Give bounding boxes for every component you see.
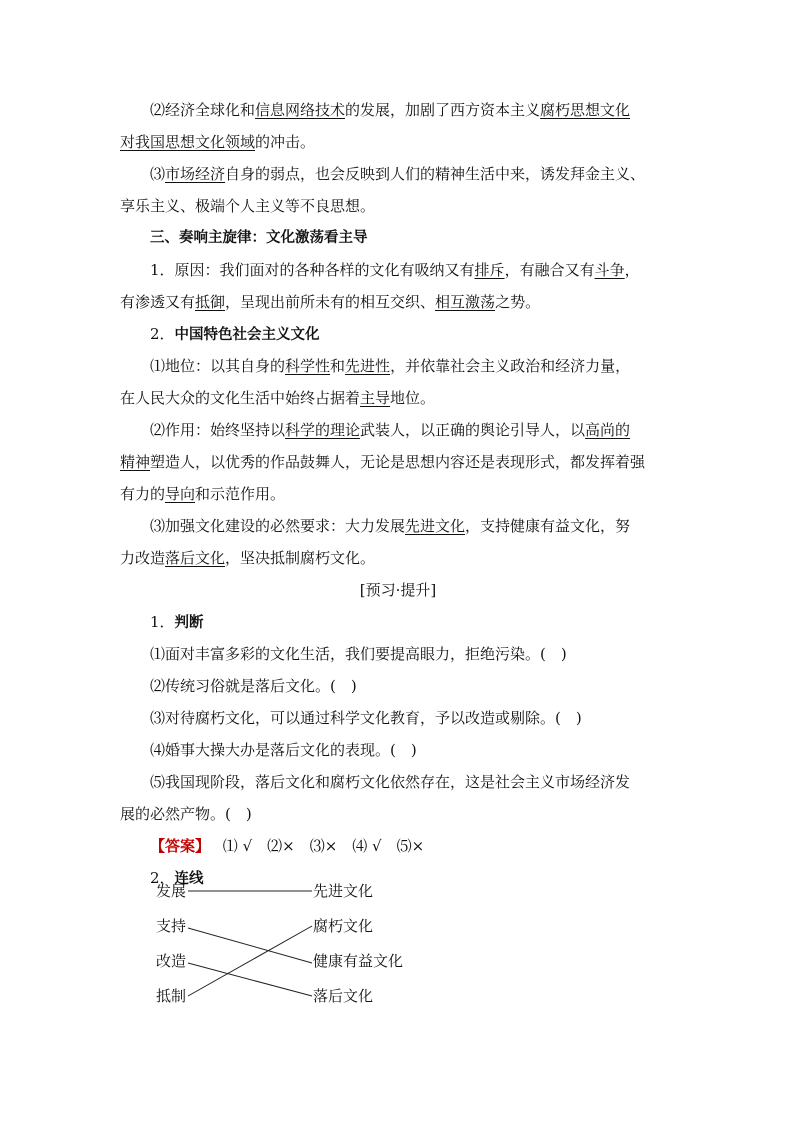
section-heading: 三、奏响主旋律：文化激荡看主导: [150, 230, 368, 246]
match-line-resist: [188, 926, 312, 996]
requirement-line1: ⑶加强文化建设的必然要求：大力发展先进文化，支持健康有益文化，努: [150, 517, 631, 535]
match-left-4: 抵制: [156, 987, 187, 1005]
paragraph-market-line1: ⑶市场经济自身的弱点，也会反映到人们的精神生活中来，诱发拜金主义、: [150, 165, 646, 183]
judge-item-2: ⑵传统习俗就是落后文化。( ): [150, 677, 357, 695]
paragraph-globalization-line1: ⑵经济全球化和信息网络技术的发展，加剧了西方资本主义腐朽思想文化: [150, 101, 631, 119]
match-right-1: 先进文化: [313, 882, 374, 900]
judge-item-1: ⑴面对丰富多彩的文化生活，我们要提高眼力，拒绝污染。( ): [150, 645, 567, 663]
requirement-line2: 力改造落后文化，坚决抵制腐朽文化。: [120, 549, 376, 567]
answer-label: 【答案】: [150, 837, 211, 855]
preview-heading: [预习·提升]: [359, 581, 437, 599]
match-right-2: 腐朽文化: [313, 917, 374, 935]
subheading-socialist-culture: 2．中国特色社会主义文化: [150, 325, 320, 343]
reason-line1: 1．原因：我们面对的各种各样的文化有吸纳又有排斥，有融合又有斗争，: [150, 261, 640, 279]
judge-item-5-line2: 展的必然产物。( ): [120, 805, 252, 823]
match-heading: 2．连线: [150, 869, 204, 887]
match-right-3: 健康有益文化: [313, 952, 404, 970]
role-line1: ⑵作用：始终坚持以科学的理论武装人，以正确的舆论引导人，以高尚的: [150, 421, 631, 439]
judge-item-5-line1: ⑸我国现阶段，落后文化和腐朽文化依然存在，这是社会主义市场经济发: [150, 773, 631, 791]
reason-line2: 有渗透又有抵御，呈现出前所未有的相互交织、相互激荡之势。: [120, 293, 541, 311]
match-line-transform: [188, 963, 312, 996]
paragraph-globalization-line2: 对我国思想文化领域的冲击。: [120, 133, 316, 151]
match-right-4: 落后文化: [313, 987, 374, 1005]
match-left-3: 改造: [156, 952, 187, 970]
role-line3: 有力的导向和示范作用。: [120, 485, 286, 503]
match-left-2: 支持: [156, 917, 187, 935]
judge-item-4: ⑷婚事大操大办是落后文化的表现。( ): [150, 741, 417, 759]
judge-item-3: ⑶对待腐朽文化，可以通过科学文化教育，予以改造或剔除。( ): [150, 709, 582, 727]
answer-values: ⑴ √ ⑵× ⑶× ⑷ √ ⑸×: [222, 837, 425, 855]
match-left-1: 发展: [156, 882, 187, 900]
status-line1: ⑴地位：以其自身的科学性和先进性，并依靠社会主义政治和经济力量，: [150, 357, 631, 375]
status-line2: 在人民大众的文化生活中始终占据着主导地位。: [120, 389, 436, 407]
judge-heading: 1．判断: [150, 613, 204, 631]
match-line-support: [188, 928, 312, 963]
paragraph-market-line2: 享乐主义、极端个人主义等不良思想。: [120, 197, 376, 215]
role-line2: 精神塑造人，以优秀的作品鼓舞人，无论是思想内容还是表现形式，都发挥着强: [120, 453, 646, 471]
